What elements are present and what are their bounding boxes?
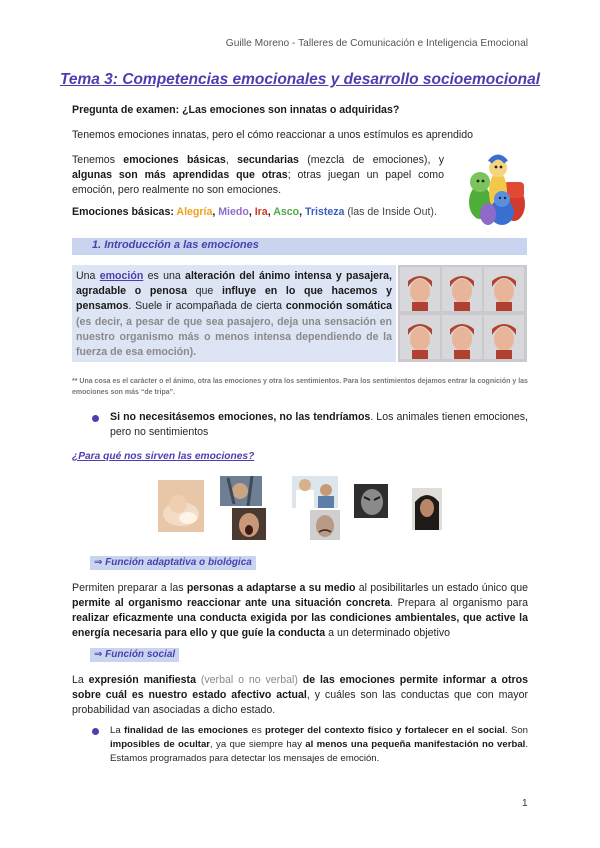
paragraph-innate: Tenemos emociones innatas, pero el cómo reaccionar a unos estímulos es aprendido bbox=[72, 129, 474, 141]
definition-text: Una emoción es una alteración del ánimo intensa y pasajera, agradable o penosa que influye en lo que hacemos y pensamos. Suele ir acompañada de cierta conmoción somática (es decir, a pesar de que sea pasajero, deja una sensación en nuestro organismo más o menos intensa dependiendo de la fuerza de esa emoción). bbox=[76, 270, 392, 359]
definition-box bbox=[72, 265, 396, 362]
face-1 bbox=[400, 267, 440, 311]
section-heading-introduction bbox=[72, 238, 527, 255]
bullet-dot bbox=[92, 415, 99, 422]
bullet-purpose: La finalidad de las emociones es proteger del contexto físico y fortalecer en el social. Son imposibles de ocultar, ya que siempre hay al menos una pequeña manifestación no verbal. Estamos programados para detectar los mensajes de emoción. bbox=[110, 725, 529, 764]
basic-emotions-list: Emociones básicas: Alegría, Miedo, Ira, Asco, Tristeza (las de Inside Out). bbox=[72, 206, 437, 218]
function-social-text: La expresión manifiesta (verbal o no verbal) de las emociones permite informar a otros sobre cuál es nuestro estado afectivo actual, y cuáles son las conductas que con mayor probabilidad van asociadas a dicho estado. bbox=[72, 674, 528, 716]
function-social-heading: ⇒ Función social bbox=[90, 648, 179, 662]
photo-anger bbox=[354, 484, 388, 518]
section-heading-text: 1. Introducción a las emociones bbox=[92, 239, 259, 251]
face-3 bbox=[484, 267, 524, 311]
why-emotions-heading: ¿Para qué nos sirven las emociones? bbox=[72, 451, 255, 462]
page-number: 1 bbox=[522, 798, 528, 809]
face-2 bbox=[442, 267, 482, 311]
page-header: Guille Moreno - Talleres de Comunicación e Inteligencia Emocional bbox=[225, 38, 528, 49]
photo-doctor bbox=[292, 476, 338, 508]
bullet-dot bbox=[92, 728, 99, 735]
face-6 bbox=[484, 315, 524, 359]
photo-disgust bbox=[310, 510, 340, 540]
photo-fear bbox=[220, 476, 262, 506]
footnote: ** Una cosa es el carácter o el ánimo, otra las emociones y otra los sentimientos. Para los sentimientos dejamos entrar la cognición y las emociones son más “de tripa”. bbox=[72, 378, 528, 396]
paragraph-basic-emotions: Tenemos emociones básicas, secundarias (mezcla de emociones), y algunas son más aprendidas que otras; otras juegan un papel como emoción, pero realmente no son emociones. bbox=[72, 154, 444, 196]
face-5 bbox=[442, 315, 482, 359]
function-adaptive-text: Permiten preparar a las personas a adaptarse a su medio al posibilitarles un estado único que permite al organismo reaccionar ante una situación concreta. Prepara al organismo para realizar eficazmente una conducta exigida por las condiciones ambientales, que active la energía necesaria para ello y que guíe la conducta a un determinado objetivo bbox=[72, 582, 529, 639]
photo-baby bbox=[158, 480, 204, 532]
photo-scream bbox=[232, 508, 266, 540]
page-title: Tema 3: Competencias emocionales y desarrollo socioemocional bbox=[59, 71, 541, 88]
photo-sadness bbox=[412, 488, 442, 530]
bullet-no-emotions: Si no necesitásemos emociones, no las tendríamos. Los animales tienen emociones, pero no sentimientos bbox=[110, 411, 528, 438]
function-adaptive-heading: ⇒ Función adaptativa o biológica bbox=[90, 556, 256, 570]
face-4 bbox=[400, 315, 440, 359]
exam-question: Pregunta de examen: ¿Las emociones son innatas o adquiridas? bbox=[72, 104, 400, 116]
facial-expressions-grid bbox=[398, 265, 527, 362]
